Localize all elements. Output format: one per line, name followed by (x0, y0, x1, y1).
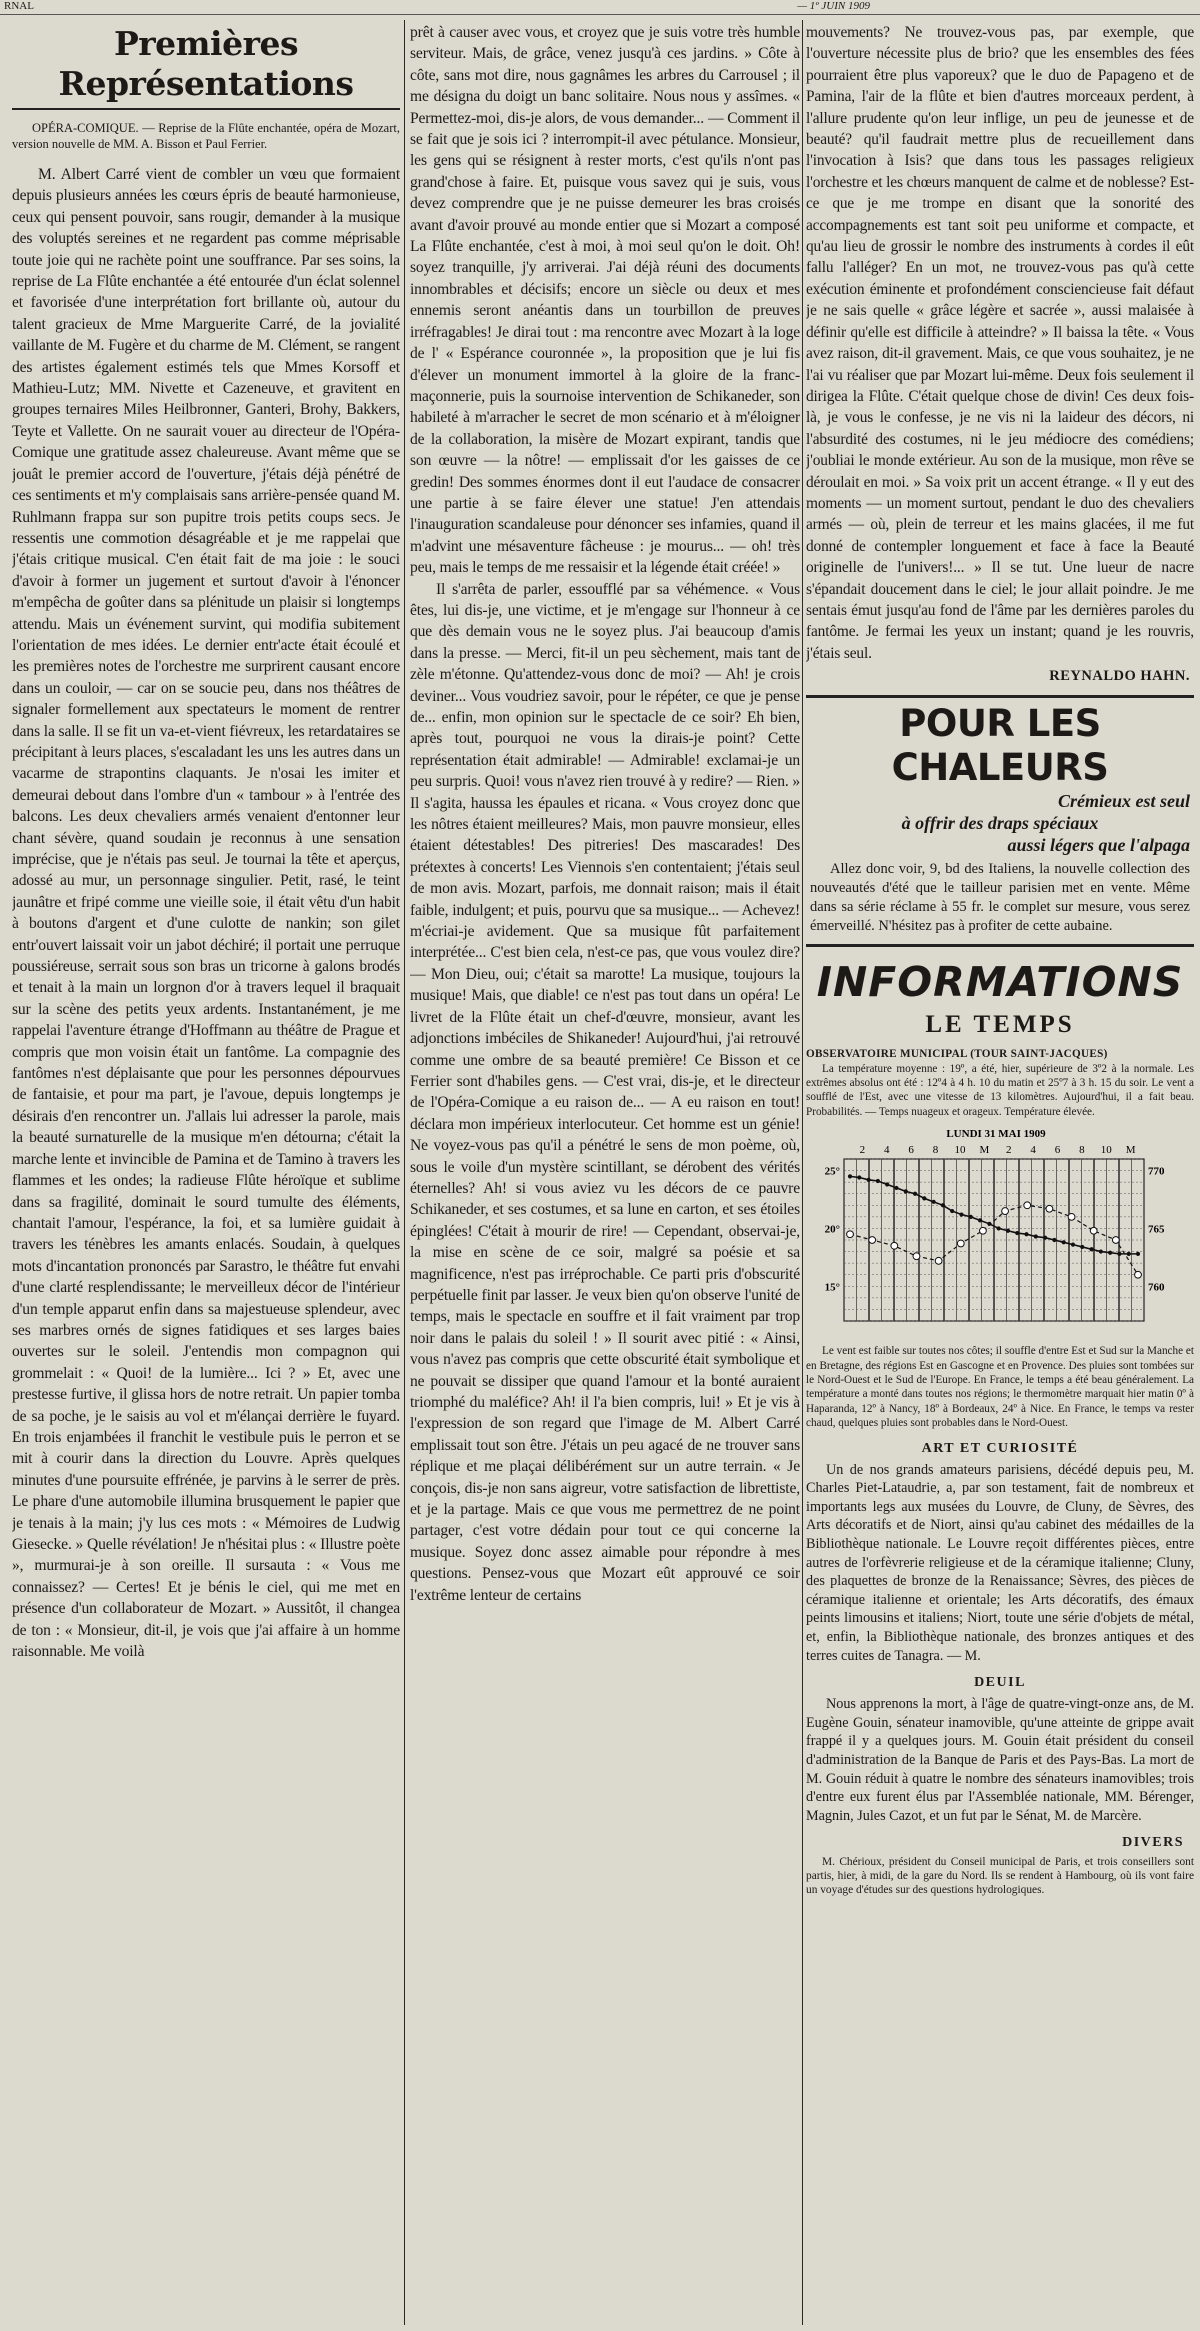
rubric-title: Premières Représentations (12, 24, 400, 110)
chart-point (969, 1215, 972, 1218)
column-1 (12, 22, 400, 2322)
divers-text: M. Chérioux, président du Conseil municipal de Paris, et trois conseillers sont partis, hier, à midi, de la gare du Nord. Ils se rendent à Hambourg, où ils vont faire un voyage d'études sur des questions hydrologiques. (806, 1856, 1194, 1897)
chart-point (1006, 1229, 1009, 1232)
chart-x-tick-label: 2 (859, 1144, 866, 1157)
chart-point (848, 1175, 851, 1178)
chart-point (1025, 1233, 1028, 1236)
chart-point (923, 1197, 926, 1200)
art-curiosite-heading: ART ET CURIOSITÉ (921, 1440, 1079, 1456)
art-curiosite-text: Un de nos grands amateurs parisiens, décédé depuis peu, M. Charles Piet-Lataudrie, a, par son testament, fait de nombreux et importants legs aux musées du Louvre, de Cluny, de Sèvres, des Arts décoratifs et de Niort, ainsi qu'au cabinet des médailles de la Bibliothèque nationale. Le Louvre reçoit différentes pièces, entre autres de l'orfèvrerie religieuse et de la céramique italienne; Cluny, des plaquettes de bronze de la Renaissance; Sèvres, des pièces de céramique italienne et orientale; les Arts décoratifs, des émaux peints limousins et italiens; Niort, toute une série d'objets de métal, et, enfin, la Bibliothèque nationale, des bronzes antiques et des terres cuites de Tanagra. — M. (806, 1461, 1194, 1664)
chart-point (957, 1240, 964, 1247)
chart-x-tick-label: 8 (1079, 1144, 1085, 1157)
chart-point (941, 1204, 944, 1207)
chart-x-tick-label: 10 (954, 1144, 966, 1157)
chart-point (1099, 1250, 1102, 1253)
chart-title: LUNDI 31 MAI 1909 (946, 1128, 1046, 1141)
chart-grid (844, 1159, 1144, 1321)
ad-subtitle-1: Crémieux est seul (1057, 791, 1190, 812)
column-rule-2 (802, 20, 803, 2325)
chart-x-tick-label: 4 (1030, 1144, 1036, 1157)
chart-point (1135, 1272, 1142, 1279)
review-paragraph-3: Il s'arrêta de parler, essoufflé par sa véhémence. « Vous êtes, lui dis-je, une victime, et je m'engage sur l'honneur à ce que dès demain vous ne le soyez plus. J'ai beaucoup d'amis dans la presse. — Merci, fit-il un peu sèchement, mais tant de zèle m'étonne. Qu'attendez-vous donc de moi? — Ah! je crois deviner... Vous voudriez savoir, pour le répéter, ce que je pense de... enfin, mon opinion sur le spectacle de ce soir? Eh bien, après tout, pourquoi ne vous la dirais-je point? Cette représentation était admirable! — Admirable! exclamai-je un peu surpris. Quoi! vous n'avez rien trouvé à y redire? — Rien. » Il s'agita, haussa les épaules et ricana. « Vous croyez donc que les nôtres étaient meilleures? Mais, mon pauvre monsieur, elles étaient détestables! Des pitreries! Des mascarades! Des prétextes à concerts! Les Viennois s'en contentaient; j'étais seul de mon avis. Mozart, parfois, me donnait raison; mais il était faible, indulgent; et puis, pourvu que sa musique... — Achevez! m'écriai-je avidement. Que sa musique fût parfaitement interprétée... C'est bien cela, n'est-ce pas, que vous voulez dire? — Mon Dieu, oui; c'était sa marotte! La musique, toujours la musique! Mais, que diable! ce n'est pas tout dans un opéra! Le livret de la Flûte était un chef-d'œuvre, monsieur, avant les adjonctions imbéciles de Shikaneder! Aujourd'hui, j'ai retrouvé comme une ombre de sa beauté première! Ce Bisson et ce Ferrier sont d'habiles gens. — C'est vrai, dis-je, et le directeur de l'Opéra-Comique a eu raison de... — A eu raison en tout! déclara mon impérieux interlocuteur. Cet homme est un génie! Ne voyez-vous pas qu'il a pénétré le sens de mon poème, où, sous le voile d'un mystère scintillant, se dérobent des vérités éternelles? Ah! si vous aviez vu les décors de ce pauvre Schikaneder, et ses costumes, et sa lune en carton, et ses étoiles épinglées! C'était à mourir de rire! — Cependant, observai-je, la mise en scène de ce soir, malgré sa poésie et sa magnificence, n'est pas irréprochable. Ce parti pris d'obscurité perpétuelle finit par lasser. Je veux bien qu'on observe l'unité de temps, mais le spectacle en souffre et il fait vraiment par trop noir dans le palais du soleil ! » Il sourit avec pitié : « Ainsi, vous n'avez pas compris que cette obscurité était symbolique et ne pouvait se dissiper que quand l'amour et la bonté auraient triomphé du maléfice? Ah! il l'a bien compris, lui! » Et je vis à l'expression de son regard que l'image de M. Albert Carré emplissait tout son être. J'étais un peu agacé de ne trouver sans réplique et me plaçai délibérément sur un autre terrain. « Je conçois, dis-je non sans aigreur, votre satisfaction de librettiste, et je la partage. Mais ce que vous me permettrez de ne point partager, c'est votre dédain pour tout ce qui concerne la musique. Soyez donc assez aimable pour répondre à mes questions. Pensez-vous que Mozart eût approuvé ce soir l'extrême lenteur de certains (410, 580, 800, 1604)
chart-y-right-ticks (1148, 1166, 1165, 1294)
chart-point (1071, 1243, 1074, 1246)
ad-body: Allez donc voir, 9, bd des Italiens, la nouvelle collection des nouveautés d'été que le tailleur parisien met en vente. Même dans sa série réclame à 55 fr. le complet sur mesure, vous serez émerveillé. N'hésitez pas à profiter de cette aubaine. (810, 861, 1190, 935)
informations-heading: INFORMATIONS (816, 958, 1184, 1007)
chart-point (978, 1219, 981, 1222)
chart-point (1016, 1232, 1019, 1235)
chart-point (1043, 1236, 1046, 1239)
weather-text: Le vent est faible sur toutes nos côtes; il souffle d'entre Est et Sud sur la Manche et en Bretagne, des régions Est en Gascogne et en Provence. Des pluies sont tombées sur le Nord-Ouest et le Sud de l'Europe. En France, le temps a été beau généralement. La température a monté dans toutes nos régions; le thermomètre marquait hier matin 0º à Haparanda, 12º à Nancy, 18º à Bordeaux, 24º à Nice. En France, le temps va rester chaud, quelques pluies sont probables dans le Nord-Ouest. (806, 1345, 1194, 1430)
chart-point (895, 1187, 898, 1190)
chart-x-tick-label: 4 (884, 1144, 890, 1157)
chart-point (913, 1192, 916, 1195)
chart-x-ticks (860, 1144, 1136, 1156)
chart-point (1136, 1253, 1139, 1256)
chart-point (1109, 1251, 1112, 1254)
chart-point (1053, 1239, 1056, 1242)
chart-point (1118, 1253, 1121, 1256)
chart-point (1081, 1246, 1084, 1249)
chart-point (867, 1178, 870, 1181)
chart-x-tick-label: 2 (1005, 1144, 1012, 1157)
chart-y-right-tick-label: 770 (1148, 1165, 1165, 1178)
chart-point (869, 1237, 876, 1244)
page-header (0, 0, 1200, 15)
column-3 (806, 22, 1194, 2322)
chart-x-tick-label: 6 (908, 1144, 914, 1157)
chart-point (1112, 1237, 1119, 1244)
chart-point (960, 1213, 963, 1216)
chart-point (876, 1180, 879, 1183)
chart-y-left-tick-label: 25° (824, 1165, 840, 1178)
chart-point (1090, 1228, 1097, 1235)
chart-point (932, 1200, 935, 1203)
review-signature: REYNALDO HAHN. (1049, 668, 1190, 685)
advertisement-cremieux (806, 695, 1194, 947)
header-date: — 1º JUIN 1909 (797, 0, 870, 12)
header-masthead-fragment: RNAL (4, 0, 34, 12)
chart-point (886, 1183, 889, 1186)
review-paragraph-2: prêt à causer avec vous, et croyez que je suis votre très humble serviteur. Mais, de grâce, venez jusqu'à ces jardins. » Côte à côte, sans mot dire, nous gagnâmes les arbres du Carrousel ; il me désigna du doigt un banc solitaire. Nous nous y assîmes. « Permettez-moi, dis-je alors, de vous demander... — Comment il se fait que je sois ici ? interrompit-il avec pétulance. Monsieur, les gens qui se résignent à rester morts, c'est qu'ils n'ont pas grand'chose à faire. Et, puisque vous savez qui je suis, vous devez comprendre que je ne puisse demeurer les bras croisés avant d'avoir prouvé au monde entier que si Mozart a composé La Flûte enchantée, c'est à moi, à moi seul qu'on le doit. Oh! soyez tranquille, j'y arriverai. J'ai déjà réuni des documents innombrables et décisifs; encore un siècle ou deux et mes ennemis seront anéantis dans un tourbillon de preuves irréfragables! Je dirai tout : ma rencontre avec Mozart à la loge de l' « Espérance couronnée », la proposition que je lui fis d'élever un monument immortel à la gloire de la franc-maçonnerie, puis la sournoise intervention de Schikaneder, son habileté à m'arracher le secret de mon scénario et à m'éloigner de la collaboration, la misère de Mozart expirant, tandis que son œuvre — la nôtre! — emplissait d'or les gaisses de ce gredin! Des sommes énormes dont il eut l'audace de consacrer une partie à se faire élever une statue! J'en attendais l'inauguration scandaleuse pour dénoncer ses infamies, quand il m'advint une mésaventure fâcheuse : je mourus... — oh! très peu, mais le temps de me ressaisir et la légende était créée! » (410, 24, 800, 577)
chart-x-tick-label: 10 (1100, 1144, 1112, 1157)
chart-point (1002, 1208, 1009, 1215)
review-paragraph-1: M. Albert Carré vient de combler un vœu que formaient depuis plusieurs années les cœurs épris de beauté harmonieuse, ceux qui pensent pouvoir, sans rougir, demander à la musique des voluptés sereines et ne regardent pas comme méprisable toute joie qui ne rachète point une souffrance. Par ses soins, la reprise de La Flûte enchantée a été entourée d'un éclat solennel et favorisée d'une interprétation fort brillante où, autour du talent gracieux de Mme Marguerite Carré, de la jovialité vaillante de M. Fugère et du charme de M. Clément, se rangent des artistes également estimés tels que Mmes Korsoff et Mathieu-Lutz; MM. Nivette et Cazeneuve, et gravitent en groupes ternaires Miles Heilbronner, Ganteri, Brohy, Bakkers, Teyte et Vallette. On ne saurait vouer au directeur de l'Opéra-Comique une gratitude assez chaleureuse. Avant même que se jouât le premier accord de l'ouverture, j'étais déjà pénétré de ces sentiments et m'y complaisais sans arrière-pensée quand M. Ruhlmann frappa sur son pupitre trois petits coups secs. Je ressentis une commotion désagréable et je me rappelai que j'étais critique musical. C'en était fait de ma joie : le souci d'avoir à former un jugement et surtout d'avoir à l'énoncer m'empêcha de goûter dans sa plénitude un plaisir si longtemps attendu. Mais un événement survint, qui modifia subitement l'orientation de mes idées. Le dernier entr'acte était écoulé et les premières notes de l'orchestre me surprirent causant encore dans un couloir, — car on se soucie peu, dans nos théâtres de signaler formellement aux spectateurs le moment de rentrer dans la salle. Il se fit un va-et-vient fiévreux, les retardataires se précipitant à leurs places, s'escaladant les uns les autres dans un vacarme de strapontins claquants. Je n'osai les imiter et demeurai debout dans l'ombre d'un « tambour » à l'entrée des balcons. Les deux chevaliers armés venaient d'entonner leur chant sévère, quand soudain je reconnus à une sensation imprécise, que je n'étais pas seul. Je tournai la tête et aperçus, adossé au mur, un personnage singulier. Petit, rasé, le teint jaunâtre et fripé comme une vieille soie, il était vêtu d'un habit à boutons d'argent et d'une culotte de nankin; son gilet entr'ouvert laissait voir un jabot déchiré; il portait une perruque poussiéreuse, serrait sous son bras un tricorne à galons brodés et tenait à la main un lorgnon d'or à travers lequel il braquait sur la scène des petits yeux ardents. Instantanément, je me rappelai l'aventure étrange d'Hoffmann au théâtre de Prague et compris que mon voisin était un fantôme. La compagnie des fantômes n'est déplaisante que pour les personnes dépourvues de fantaisie, et pour ma part, je l'avoue, depuis longtemps je désirais d'en rencontrer un. J'allais lui adresser la parole, mais la beauté surnaturelle de la musique m'en détourna; c'était la marche lente et invincible de Pamina et de Tamino à travers les flammes et les ondes; la radieuse Flûte héroïque et sublime dans sa fragilité, dominait le sourd tumulte des éléments, chantait l'amour, l'espérance, la foi, et sa lumière guidait à travers les ténèbres les amants enlacés. Soudain, à quelques mots d'incantation prononcés par Sarastro, le théâtre fut envahi d'une clarté resplendissante; le merveilleux décor de l'intérieur d'un temple apparut enfin dans sa majestueuse splendeur, avec ses marbres ornés de signes fatidiques et ses larges baies ouvertes sur le soleil. J'entendis mon compagnon qui grommelait : « Quoi! de la lumière... Ici ? » Et, avec une prestesse furtive, il glissa hors de notre retrait. Un papier tomba de sa poche, je le saisis au vol et m'élançai derrière le fuyard. En trois enjambées il franchit le vestibule puis le perron et se mit à courir dans la direction du Louvre. Après quelques minutes d'une poursuite effrénée, je parvins à le serrer de près. Le phare d'une automobile illumina brusquement le papier que je tenais à la main; j'y lus ces mots : « Mémoires de Ludwig Giesecke. » Quelle révélation! Je n'hésitai plus : « Illustre poète », murmurai-je à son oreille. Il sursauta : « Vous me connaissez? — Certes! Et je bénis le ciel, qui me met en présence d'un collaborateur de Mozart. » Aussitôt, il changea de ton : « Monsieur, dit-il, je vois que j'ai affaire à un homme raisonnable. Me voilà (12, 166, 400, 1661)
ad-subtitle-2: à offrir des draps spéciaux (901, 813, 1099, 834)
weather-chart-svg (806, 1125, 1186, 1333)
divers-heading: DIVERS (1122, 1835, 1184, 1851)
chart-y-left-tick-label: 15° (824, 1281, 840, 1294)
chart-y-right-tick-label: 760 (1148, 1281, 1165, 1294)
deuil-heading: DEUIL (974, 1675, 1026, 1691)
chart-point (904, 1190, 907, 1193)
chart-point (951, 1210, 954, 1213)
column-rule-1 (404, 20, 405, 2325)
chart-x-tick-label: 8 (932, 1144, 939, 1157)
chart-x-tick-label: M (1125, 1144, 1136, 1157)
review-paragraph-4: mouvements? Ne trouvez-vous pas, par exemple, que l'ouverture nécessite plus de brio? que les ensembles des fées pourraient être plus vaporeux? que le duo de Papageno et de Pamina, l'air de la flûte et bien d'autres morceaux perdent, à l'allure prudente qu'on leur inflige, un peu de jeunesse et de beauté? qu'il faudrait mettre plus de recueillement dans l'invocation à Isis? que dans tous les passages religieux l'orchestre et les chœurs manquent de calme et de noblesse? Est-ce que je me trompe en disant que la sonorité des accompagnements est tant soit peu uniforme et compacte, et qu'au lieu de grossir le nombre des instruments à cordes il eût fallu l'alléger? En un mot, ne trouvez-vous pas qu'à cette exécution éminente et profondément consciencieuse fait défaut je ne sais quelle « grâce légère et sacrée », aussi malaisée à définir qu'elle est difficile à atteindre? » Il baissa la tête. « Vous avez raison, dit-il gravement. Mais, ce que vous souhaitez, je ne l'ai vu réaliser que par Mozart lui-même. Deux fois seulement il dirigea la Flûte. C'était quelque chose de divin! Ces deux fois-là, je vous le confesse, je ne vis ni la laideur des décors, ni l'absurdité des costumes, ni le jeu médiocre des comédiens; j'oubliai le monde extérieur. Au son de la musique, mon rêve se déroulait en moi. » Sa voix prit un accent étrange. « Il y eut des moments — un moment surtout, pendant le duo des chevaliers armés — où, plein de terreur et les mains glacées, il me fut donné de contempler longuement et face à face la Beauté originelle de l'univers!... » Il se tut. Une lueur de nacre s'épandait doucement dans le ciel; le jour allait poindre. Je me sentais émut jusqu'au fond de l'âme par les dernières paroles du fantôme. Je fermai les yeux un instant; quand je les rouvris, j'étais seul. (806, 24, 1194, 662)
deuil-text: Nous apprenons la mort, à l'âge de quatre-vingt-onze ans, de M. Eugène Gouin, sénateur inamovible, qu'une atteinte de grippe avait frappé il y a quelques jours. M. Gouin était président du conseil d'administration de la Banque de Paris et des Pays-Bas. La mort de M. Gouin réduit à quatre le nombre des sénateurs inamovibles; trois d'entre eux furent élus par l'Assemblée nationale, MM. Bérenger, Magnin, Jules Cazot, et un fut par le Sénat, M. de Marcère. (806, 1696, 1194, 1824)
chart-point (913, 1253, 920, 1260)
chart-y-right-tick-label: 765 (1148, 1223, 1165, 1236)
ad-subtitle-3: aussi légers que l'alpaga (1007, 835, 1190, 856)
observatory-heading: OBSERVATOIRE MUNICIPAL (TOUR SAINT-JACQUES) (806, 1048, 1108, 1061)
chart-point (980, 1228, 987, 1235)
chart-point (1024, 1202, 1031, 1209)
chart-point (891, 1243, 898, 1250)
chart-point (1034, 1235, 1037, 1238)
chart-y-left-ticks (825, 1166, 840, 1294)
chart-y-left-tick-label: 20° (824, 1223, 840, 1236)
column-2 (410, 22, 800, 2322)
le-temps-heading: LE TEMPS (925, 1011, 1075, 1039)
chart-point (1046, 1206, 1053, 1213)
chart-x-tick-label: M (979, 1144, 990, 1157)
chart-point (935, 1258, 942, 1265)
weather-chart (806, 1125, 1194, 1338)
chart-point (847, 1231, 854, 1238)
chart-point (1062, 1241, 1065, 1244)
chart-point (1127, 1253, 1130, 1256)
ad-title: POUR LES CHALEURS (891, 702, 1109, 790)
chart-x-tick-label: 6 (1054, 1144, 1061, 1157)
chart-point (1068, 1214, 1075, 1221)
chart-point (997, 1227, 1000, 1230)
review-lead: OPÉRA-COMIQUE. — Reprise de la Flûte enchantée, opéra de Mozart, version nouvelle de MM. A. Bisson et Paul Ferrier. (12, 121, 400, 151)
observatory-text: La température moyenne : 19º, a été, hier, supérieure de 3º2 à la normale. Les extrêmes absolus ont été : 12º4 à 4 h. 10 du matin et 25º7 à 3 h. 15 du soir. Le vent a soufflé de l'Est, avec une vitesse de 13 kilomètres. Aujourd'hui, il a fait beau. Probabilités. — Temps nuageux et orageux. Température élevée. (806, 1062, 1194, 1118)
chart-point (858, 1176, 861, 1179)
chart-point (1090, 1248, 1093, 1251)
